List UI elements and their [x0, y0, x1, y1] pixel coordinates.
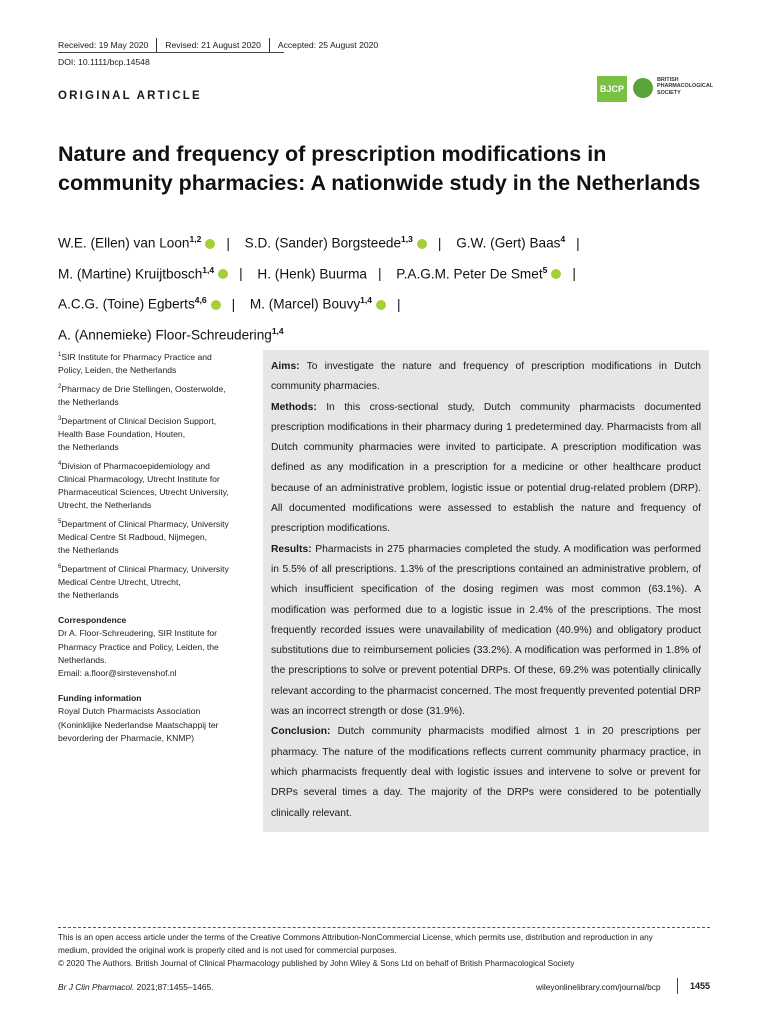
correspondence-email[interactable]: Email: a.floor@sirstevenshof.nl	[58, 667, 177, 678]
orcid-icon[interactable]	[417, 239, 427, 249]
abstract-box	[263, 350, 709, 832]
correspondence-label: Correspondence	[58, 615, 127, 626]
journal-website-link[interactable]: wileyonlinelibrary.com/journal/bcp	[536, 982, 661, 992]
affiliation: $^2$Pharmacy de Drie Stellingen, Oosterwolde, the Netherlands	[58, 383, 226, 407]
page-divider	[677, 978, 678, 994]
accepted-date: Accepted: 25 August 2020	[277, 40, 379, 50]
footer-divider	[58, 927, 710, 928]
author-name[interactable]: H. (Henk) Buurma	[257, 266, 367, 282]
author-name[interactable]: P.A.G.M. Peter De Smet	[396, 266, 543, 282]
funding-label: Funding information	[58, 693, 142, 704]
correspondence-text: Dr A. Floor-Schreudering, SIR Institute for Pharmacy Practice and Policy, Leiden, the Netherlands. Email: a.floor@sirstevenshof.nl	[58, 627, 248, 680]
journal-logo: BJCP	[597, 76, 627, 102]
copyright-notice: © 2020 The Authors. British Journal of Clinical Pharmacology published by John Wiley & Sons Ltd on behalf of British Pharmacological Society	[58, 959, 575, 969]
abstract-methods: Methods: In this cross-sectional study, Dutch community pharmacists documented prescription modifications in their pharmacy during 1 predetermined day. Pharmacists from all Dutch community pharmacies were invited to participate. A prescription modification was defined as any modification in a prescription for a medicine or other healthcare product because of an administrative problem, logistic issue or potential drug-related problem (DRP). All documented modifications were assessed to establish the nature and frequency of prescription modifications.	[271, 401, 701, 535]
article-dates	[58, 38, 378, 52]
author-list: W.E. (Ellen) van Loon$^{1,2}$ | S.D. (Sander) Borgsteede$^{1,3}$ | G.W. (Gert) Baas$^4$ | M. (Martine) Kruijtbosch$^{1,4}$ | H. (Henk) Buurma | P.A.G.M. Peter De Smet$^5$ | A.C.G. (Toine) Egberts$^{4,6}$ | M. (Marcel) Bouvy$^{1,4}$ | A. (Annemieke) Floor-Schreudering$^{1,4}$	[58, 234, 580, 343]
affiliation: $^5$Department of Clinical Pharmacy, University Medical Centre St Radboud, Nijmegen, the Netherlands	[58, 518, 229, 555]
date-divider	[156, 38, 157, 52]
journal-citation: Br J Clin Pharmacol. 2021;87:1455–1465.	[58, 982, 214, 992]
affiliation: $^4$Division of Pharmacoepidemiology and Clinical Pharmacology, Utrecht Institute for Pharmaceutical Sciences, Utrecht University, Utrecht, the Netherlands	[58, 460, 229, 510]
abstract-conclusion: Conclusion: Dutch community pharmacists modified almost 1 in 20 prescriptions per pharmacy. The nature of the modifications reflects current community pharmacy practice, in which pharmacists frequently deal with logistic issues and intervene to solve or prevent for DRPs several times a day. The majority of the DRPs were considered to be potentially clinically relevant.	[271, 726, 701, 819]
society-logo-icon	[633, 78, 653, 98]
author-name[interactable]: S.D. (Sander) Borgsteede	[244, 235, 402, 251]
abstract-results: Results: Pharmacists in 275 pharmacies completed the study. A modification was performed in 5.5% of all prescriptions. 1.3% of the prescriptions contained an administrative problem, of which insufficient specification of the dosing regimen was most common (63.1%). A modification was performed due to a logistic issue in 2.4% of the prescriptions. The most frequently recorded issues were unavailability of medication (40.9%) and obligatory product substitutions due to reimbursement policies (33.2%). A modification was performed in 1.8% of the prescriptions to solve or prevent potential DRPs. Of these, 69.2% was potentially clinically relevant according to the pharmacist concerned. The most frequently prevented potential DRP was an incorrect strength or dose (31.9%).	[271, 543, 701, 718]
article-title: Nature and frequency of prescription modifications in community pharmacies: A nationwide study in the Netherlands	[58, 142, 701, 195]
affiliation: $^3$Department of Clinical Decision Support, Health Base Foundation, Houten, the Netherlands	[58, 415, 217, 452]
author-name[interactable]: G.W. (Gert) Baas	[456, 235, 561, 251]
license-notice: This is an open access article under the terms of the Creative Commons Attribution-NonCommercial License, which permits use, distribution and reproduction in any medium, provided the original work is properly cited and is not used for commercial purposes. © 2020 The Authors. British Journal of Clinical Pharmacology published by John Wiley & Sons Ltd on behalf of British Pharmacological Society	[58, 931, 713, 971]
affiliations-column	[58, 349, 248, 745]
revised-date: Revised: 21 August 2020	[165, 40, 261, 50]
page-number: 1455	[690, 981, 711, 991]
author-name[interactable]: M. (Martine) Kruijtbosch	[58, 266, 203, 282]
received-date: Received: 19 May 2020	[58, 40, 149, 50]
author-name[interactable]: M. (Marcel) Bouvy	[249, 296, 361, 312]
affiliation: $^6$Department of Clinical Pharmacy, University Medical Centre Utrecht, Utrecht, the Netherlands	[58, 563, 229, 600]
date-divider	[269, 38, 270, 52]
society-logo-text: BRITISH PHARMACOLOGICAL SOCIETY	[657, 77, 713, 96]
funding-text: Royal Dutch Pharmacists Association (Koninklijke Nederlandse Maatschappij ter bevordering der Pharmacie, KNMP)	[58, 706, 219, 743]
orcid-icon[interactable]	[211, 300, 221, 310]
doi-link[interactable]: DOI: 10.1111/bcp.14548	[58, 57, 150, 67]
affiliation: $^1$SIR Institute for Pharmacy Practice and Policy, Leiden, the Netherlands	[58, 351, 212, 376]
abstract-aims: Aims: To investigate the nature and frequency of prescription modifications in Dutch community pharmacies.	[271, 361, 701, 393]
orcid-icon[interactable]	[205, 239, 215, 249]
author-name[interactable]: A.C.G. (Toine) Egberts	[58, 296, 195, 312]
header-rule	[58, 52, 284, 53]
orcid-icon[interactable]	[376, 300, 386, 310]
author-name[interactable]: W.E. (Ellen) van Loon	[58, 235, 190, 251]
orcid-icon[interactable]	[551, 269, 561, 279]
orcid-icon[interactable]	[218, 269, 228, 279]
author-name[interactable]: A. (Annemieke) Floor-Schreudering	[58, 327, 272, 343]
article-type-label: ORIGINAL ARTICLE	[58, 90, 202, 102]
